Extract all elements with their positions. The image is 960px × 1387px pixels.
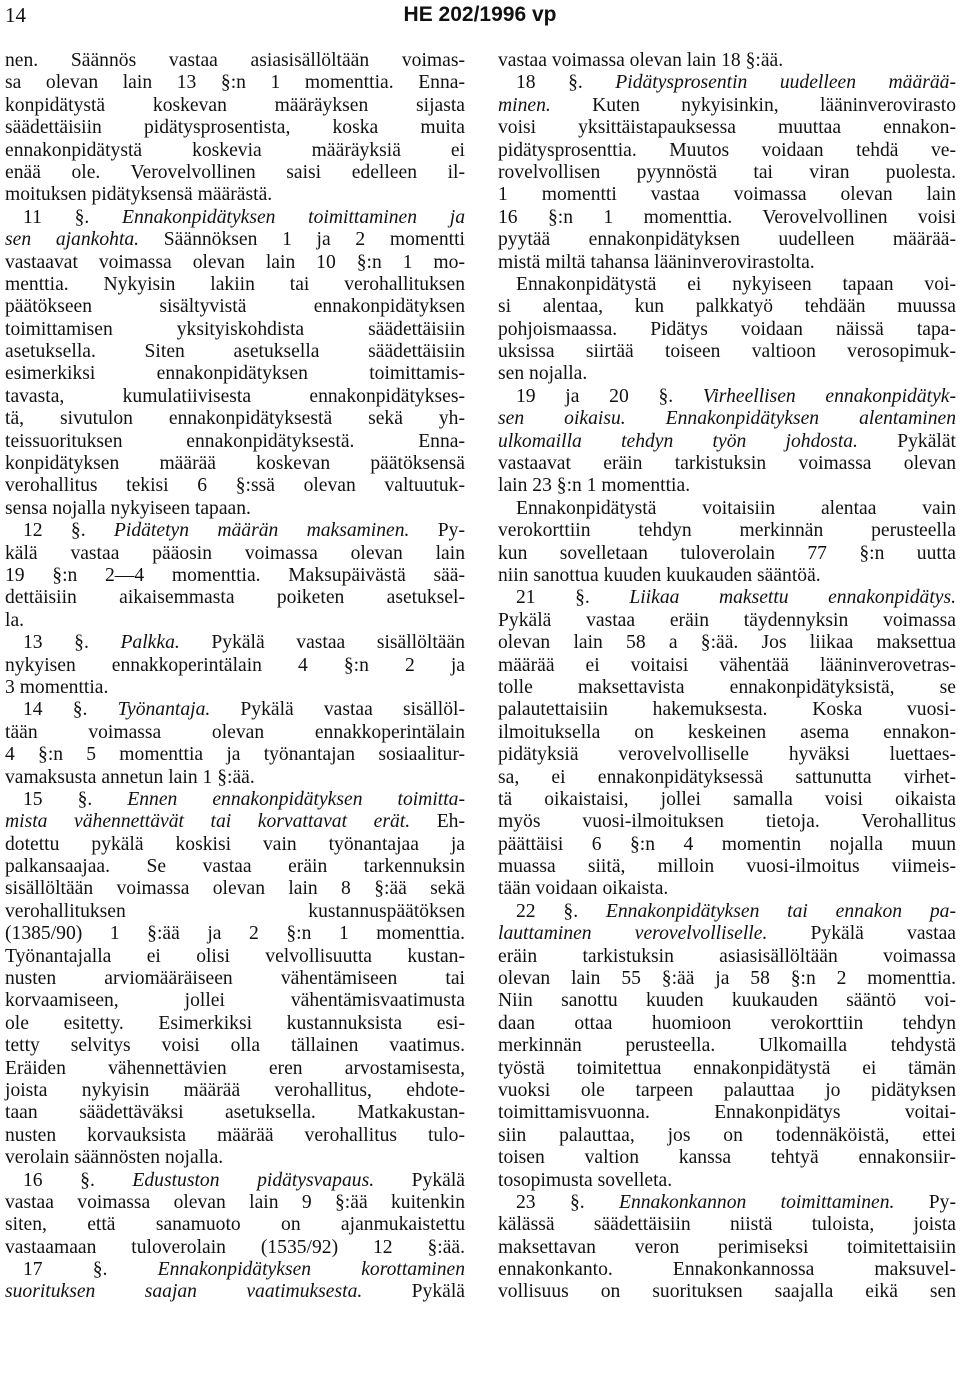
text-line: verohallitus tekisi 6 §:ssä olevan valtuutuk- xyxy=(5,475,465,497)
section-heading: Ennakonkannon toimittaminen. xyxy=(618,1191,895,1213)
section-number: 19 ja 20 §. xyxy=(516,385,703,407)
text-line: 4 §:n 5 momenttia ja työnantajan sosiaalitur- xyxy=(5,744,465,766)
text-line: si alentaa, kun palkkatyö tehdään muussa xyxy=(498,296,956,318)
text-line: 1 momentti vastaa voimassa olevan lain xyxy=(498,184,956,206)
text-line: kälässä säädettäisiin niistä tuloista, joista xyxy=(498,1214,956,1236)
text-line: tään voidaan oikaista. xyxy=(498,878,669,900)
text-line: pidätyksiä verovelvolliselle hyväksi luettaes- xyxy=(498,744,956,766)
document-id: HE 202/1996 vp xyxy=(403,3,557,26)
text-line: Eräiden vähennettävien eren arvostamisesta, xyxy=(5,1057,465,1079)
text-line: 19 §:n 2—4 momenttia. Maksupäivästä sää- xyxy=(5,564,465,586)
text-line: kun sovelletaan tuloverolain 77 §:n uutta xyxy=(498,542,956,564)
text-line xyxy=(498,386,956,408)
text-line: pohjoismaassa. Pidätys voidaan näissä tapa- xyxy=(498,318,956,340)
text-line: määrää ei voitaisi vähentää lääninverovetras- xyxy=(498,654,956,676)
text-line: sa, ei ennakonpidätyksessä sattunutta virhet- xyxy=(498,766,956,788)
text-line: tetty selvitys voisi olla tällainen vaatimus. xyxy=(5,1035,465,1057)
text-line: nusten arviomääräiseen vähentämiseen tai xyxy=(5,968,465,990)
text-line: ennakonpidätystä koskevia määräyksiä ei xyxy=(5,139,465,161)
body-text: Pykälä vastaa sisällöltään xyxy=(179,632,465,654)
text-line: rovelvollisen pyynnöstä tai viran puolesta. xyxy=(498,161,956,183)
text-line: työstä toimitettua ennakonpidätystä ei tämän xyxy=(498,1057,956,1079)
section-number: 17 §. xyxy=(23,1259,158,1281)
section-number: 23 §. xyxy=(516,1191,619,1213)
text-line xyxy=(498,72,956,94)
text-line: Työnantajalla ei olisi velvollisuutta kustan- xyxy=(5,945,465,967)
text-line: mistä miltä tahansa lääninverovirastolta. xyxy=(498,251,815,273)
text-line: vastaavat eräin tarkistuksin voimassa olevan xyxy=(498,453,956,475)
text-line: vastaavat voimassa olevan lain 10 §:n 1 mo- xyxy=(5,251,465,273)
text-line: nykyisen ennakkoperintälain 4 §:n 2 ja xyxy=(5,654,465,676)
text-line: olevan lain 58 a §:ää. Jos liikaa maksettua xyxy=(498,632,956,654)
body-text: Pykälä vastaa sisällöl- xyxy=(210,699,465,721)
section-heading: Työnantaja. xyxy=(117,699,211,721)
text-line: dotettu pykälä koskisi vain työnantajaa ja xyxy=(5,833,465,855)
body-text: Py- xyxy=(894,1191,956,1213)
text-line: uksissa siirtää toiseen valtioon verosopimuk- xyxy=(498,341,956,363)
text-line: lain 23 §:n 1 momenttia. xyxy=(498,475,691,497)
text-line: päättäisi 6 §:n 4 momentin nojalla muun xyxy=(498,833,956,855)
text-line xyxy=(5,632,465,654)
section-number: 12 §. xyxy=(23,520,114,542)
section-heading: Edustuston pidätysvapaus. xyxy=(132,1169,375,1191)
text-line: menttia. Nykyisin lakiin tai verohallituksen xyxy=(5,273,465,295)
body-text: Pykälät xyxy=(857,430,956,452)
text-line: moituksen pidätyksensä määrästä. xyxy=(5,184,273,206)
section-number: 13 §. xyxy=(23,632,121,654)
text-line: konpidätyksen määrää koskevan päätöksensä xyxy=(5,453,465,475)
text-line xyxy=(5,1259,465,1281)
text-line: konpidätystä koskevan määräyksen sijasta xyxy=(5,94,465,116)
section-heading: Palkka. xyxy=(120,632,180,654)
left-text-column xyxy=(5,50,465,1304)
text-line xyxy=(5,1170,465,1192)
body-text: Pykälä xyxy=(374,1169,465,1191)
text-line: kälä vastaa pääosin voimassa olevan lain xyxy=(5,542,465,564)
text-line: tä oikaistaisi, jollei samalla voisi oikaista xyxy=(498,788,956,810)
text-line: (1385/90) 1 §:ää ja 2 §:n 1 momenttia. xyxy=(5,923,465,945)
text-line xyxy=(498,923,956,945)
text-line: nen. Säännös vastaa asiasisällöltään voimas- xyxy=(5,50,465,71)
text-line: siin palauttaa, jos on todennäköistä, ettei xyxy=(498,1124,956,1146)
text-line: nusten korvauksista määrää verohallitus tulo- xyxy=(5,1124,465,1146)
body-text: Py- xyxy=(409,520,465,542)
text-line: teissuorituksen ennakonpidätyksestä. Enna- xyxy=(5,430,465,452)
text-line: ilmoituksella on keskeinen asema ennakon- xyxy=(498,721,956,743)
text-line: niin sanottua kuuden kuukauden sääntöä. xyxy=(498,564,821,586)
text-line: siten, että sanamuoto on ajanmukaistettu xyxy=(5,1214,465,1236)
text-line: päätökseen sisältyvistä ennakonpidätyksen xyxy=(5,296,465,318)
text-line: tolle maksettavista ennakonpidätyksistä, se xyxy=(498,676,956,698)
text-line: enää ole. Verovelvollinen saisi edelleen il- xyxy=(5,161,465,183)
section-heading: sen oikaisu. Ennakonpidätyksen alentaminen xyxy=(498,408,956,430)
text-line xyxy=(498,408,956,430)
text-line: sa olevan lain 13 §:n 1 momenttia. Enna- xyxy=(5,72,465,94)
text-line: sensa nojalla nykyiseen tapaan. xyxy=(5,497,251,519)
text-line xyxy=(498,1192,956,1214)
text-line xyxy=(5,699,465,721)
text-line: eräin tarkistuksin asiasisällöltään voimassa xyxy=(498,945,956,967)
text-line: tavasta, kumulatiivisesta ennakonpidätykses- xyxy=(5,385,465,407)
text-line: tä, sivutulon ennakonpidätyksestä sekä yh- xyxy=(5,408,465,430)
text-line xyxy=(5,229,465,251)
body-text: Pykälä xyxy=(362,1281,465,1303)
section-number: 22 §. xyxy=(516,900,606,922)
text-line xyxy=(498,95,956,117)
text-line: muassa siitä, milloin vuosi-ilmoitus viimeis- xyxy=(498,856,956,878)
text-line: säädettäisiin pidätysprosentista, koska muita xyxy=(5,117,465,139)
text-line: maksettavan veron perimiseksi toimitettaisiin xyxy=(498,1236,956,1258)
section-number: 15 §. xyxy=(23,788,128,810)
text-line: toimittamisvuonna. Ennakonpidätys voitai- xyxy=(498,1102,956,1124)
section-heading: Pidätysprosentin uudelleen määrää- xyxy=(615,72,956,94)
text-line xyxy=(498,901,956,923)
section-heading: mista vähennettävät tai korvattavat erät. xyxy=(5,811,411,833)
text-line xyxy=(5,789,465,811)
text-line xyxy=(498,587,956,609)
right-text-column xyxy=(498,50,956,1304)
text-line: toisen valtion kanssa tehtyä ennakonsiir- xyxy=(498,1147,956,1169)
text-line: vastaa voimassa olevan lain 9 §:ää kuitenkin xyxy=(5,1191,465,1213)
text-line: ole esitetty. Esimerkiksi kustannuksista esi- xyxy=(5,1012,465,1034)
text-line: verolain säännösten nojalla. xyxy=(5,1147,224,1169)
body-text: Kuten nykyisinkin, lääninverovirasto xyxy=(550,94,956,116)
text-line: verohallituksen kustannuspäätöksen xyxy=(5,900,465,922)
text-line: ennakonkanto. Ennakonkannossa maksuvel- xyxy=(498,1259,956,1281)
text-line: Ennakonpidätystä voitaisiin alentaa vain xyxy=(516,497,956,519)
text-line xyxy=(5,1281,465,1303)
text-line: korvaamiseen, jollei vähentämisvaatimusta xyxy=(5,990,465,1012)
text-line: verokorttiin tehdyn merkinnän perusteella xyxy=(498,520,956,542)
text-line: 3 momenttia. xyxy=(5,676,109,698)
text-line: merkinnän perusteella. Ulkomailla tehdystä xyxy=(498,1035,956,1057)
section-heading: Pidätetyn määrän maksaminen. xyxy=(113,520,410,542)
text-line: sen nojalla. xyxy=(498,363,588,385)
section-heading: Liikaa maksettu ennakonpidätys. xyxy=(629,587,956,609)
body-text: Säännöksen 1 ja 2 momentti xyxy=(139,229,465,251)
text-line: pyytää ennakonpidätyksen uudelleen määrää- xyxy=(498,229,956,251)
text-line: voisi yksittäistapauksessa muuttaa ennakon- xyxy=(498,117,956,139)
text-line: sisällöltään voimassa olevan lain 8 §:ää sekä xyxy=(5,878,465,900)
text-line: pidätysprosenttia. Muutos voidaan tehdä ve- xyxy=(498,139,956,161)
section-heading: Ennakonpidätyksen toimittaminen ja xyxy=(122,206,465,228)
text-line: tosopimusta sovelleta. xyxy=(498,1169,673,1191)
text-line: Pykälä vastaa eräin täydennyksin voimassa xyxy=(498,609,956,631)
section-heading: Ennakonpidätyksen tai ennakon pa- xyxy=(605,900,956,922)
text-line xyxy=(498,431,956,453)
section-heading: lauttaminen verovelvolliselle. xyxy=(498,923,768,945)
text-line: asetuksella. Siten asetuksella säädettäisiin xyxy=(5,341,465,363)
text-line: joista nykyisin määrää verohallitus, ehdote- xyxy=(5,1079,465,1101)
text-line: vastaamaan tuloverolain (1535/92) 12 §:ää. xyxy=(5,1236,465,1258)
text-line: toimittamisen yksityiskohdista säädettäisiin xyxy=(5,318,465,340)
body-text: Eh- xyxy=(410,811,465,833)
text-line: daan ottaa huomioon verokorttiin tehdyn xyxy=(498,1012,956,1034)
section-number: 16 §. xyxy=(23,1169,133,1191)
section-heading: sen ajankohta. xyxy=(5,229,140,251)
section-number: 21 §. xyxy=(516,587,630,609)
text-line: Niin sanottu kuuden kuukauden sääntö voi- xyxy=(498,990,956,1012)
text-line: Ennakonpidätystä ei nykyiseen tapaan voi- xyxy=(516,273,956,295)
text-line: esimerkiksi ennakonpidätyksen toimittamis- xyxy=(5,363,465,385)
section-heading: suorituksen saajan vaatimuksesta. xyxy=(5,1281,363,1303)
text-line: vollisuus on suorituksen saajalla eikä sen xyxy=(498,1281,956,1303)
text-line: la. xyxy=(5,609,25,631)
text-line xyxy=(5,811,465,833)
text-line: dettäisiin aikaisemmasta poiketen asetuksel- xyxy=(5,587,465,609)
text-line xyxy=(5,207,465,229)
section-heading: minen. xyxy=(498,94,551,116)
section-heading: Ennakonpidätyksen korottaminen xyxy=(157,1259,465,1281)
section-number: 14 §. xyxy=(23,699,118,721)
section-number: 18 §. xyxy=(516,72,616,94)
text-line: vastaa voimassa olevan lain 18 §:ää. xyxy=(498,50,784,71)
body-text: Pykälä vastaa xyxy=(767,923,956,945)
section-heading: Virheellisen ennakonpidätyk- xyxy=(702,385,956,407)
text-line xyxy=(5,520,465,542)
text-line: palkansaajaa. Se vastaa eräin tarkennuksin xyxy=(5,856,465,878)
page-header xyxy=(0,0,960,40)
section-heading: Ennen ennakonpidätyksen toimitta- xyxy=(127,788,465,810)
page-number: 14 xyxy=(5,3,26,27)
text-line: myös vuosi-ilmoituksen tietoja. Verohallitus xyxy=(498,811,956,833)
text-line: 16 §:n 1 momenttia. Verovelvollinen voisi xyxy=(498,206,956,228)
section-heading: ulkomailla tehdyn työn johdosta. xyxy=(498,430,858,452)
text-line: olevan lain 55 §:ää ja 58 §:n 2 momenttia. xyxy=(498,968,956,990)
text-line: taan säädettäväksi asetuksella. Matkakustan- xyxy=(5,1102,465,1124)
section-number: 11 §. xyxy=(23,206,123,228)
text-line: palautettaisiin hakemuksesta. Koska vuosi- xyxy=(498,699,956,721)
text-line: vuoksi ole tarpeen palauttaa jo pidätyksen xyxy=(498,1079,956,1101)
text-line: tään voimassa olevan ennakkoperintälain xyxy=(5,721,465,743)
text-line: vamaksusta annetun lain 1 §:ää. xyxy=(5,766,255,788)
